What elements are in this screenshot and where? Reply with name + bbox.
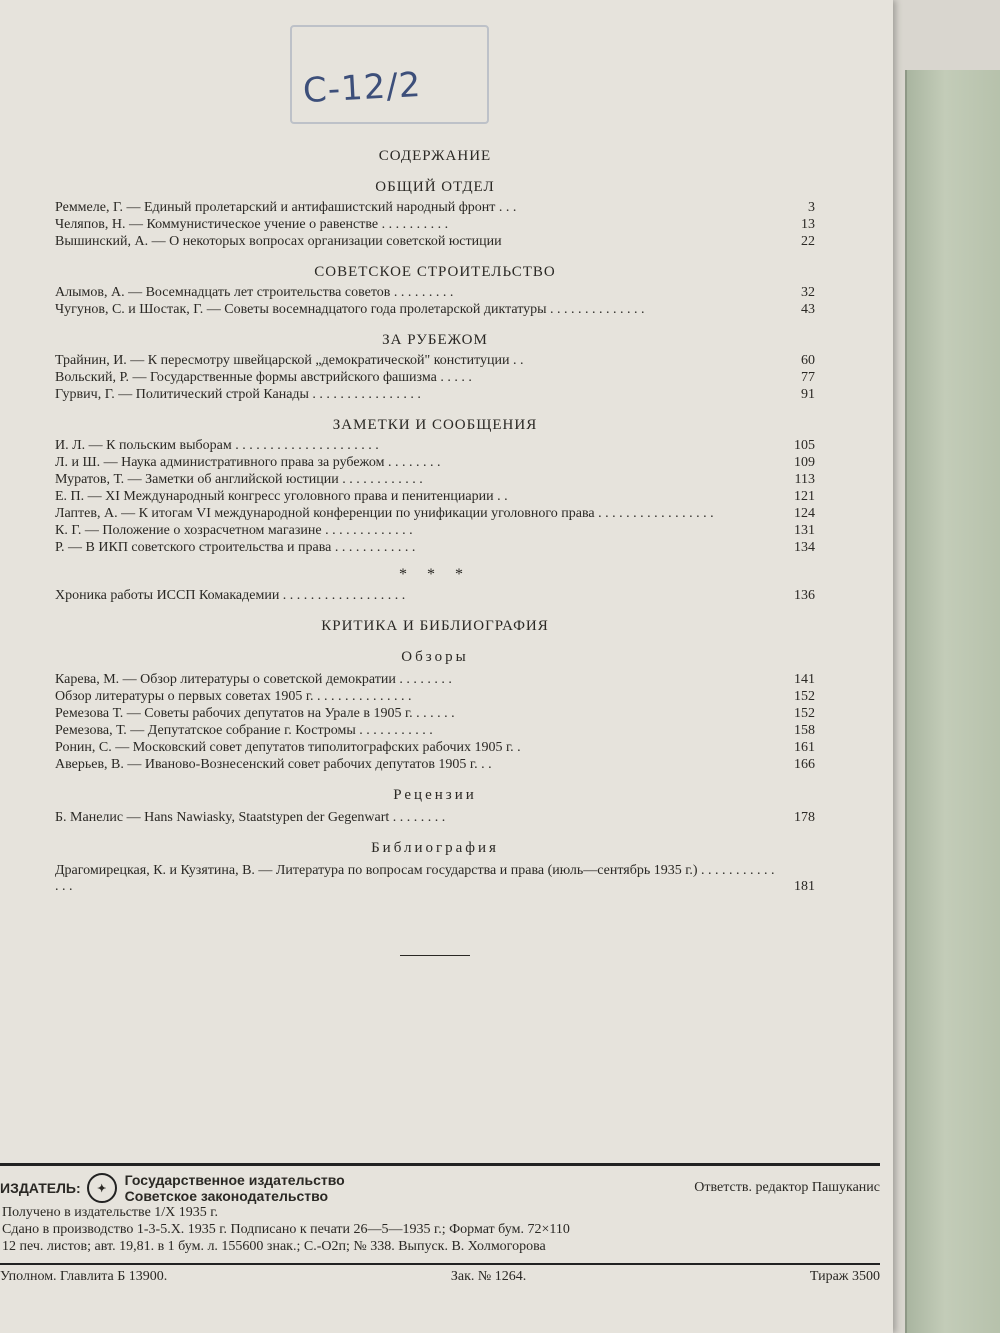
entry-text: Р. — В ИКП советского строительства и права . . . . . . . . . . . . [55, 540, 416, 555]
toc-entry [55, 523, 815, 539]
toc-entry [55, 200, 815, 216]
glavlit-number: Уполном. Главлита Б 13900. [0, 1269, 168, 1284]
entry-page: 91 [801, 387, 815, 402]
publisher [0, 1172, 345, 1204]
bibliography-list [55, 863, 815, 895]
section-separator-stars: * * * [399, 566, 471, 583]
subsection-reviews-title: Обзоры [401, 649, 469, 665]
entry-page: 124 [794, 506, 815, 521]
toc-entry [55, 302, 815, 318]
entry-text: Алымов, А. — Восемнадцать лет строительства советов . . . . . . . . . [55, 285, 454, 300]
toc-entry [55, 387, 815, 403]
publisher-logo-icon: ✦ [87, 1173, 117, 1203]
entry-text: Лаптев, А. — К итогам VI международной конференции по унификации уголовного права . . . . . . . . . . . . . . . . . [55, 506, 714, 521]
publisher-name-1: Государственное издательство [124, 1172, 345, 1188]
toc-entry [55, 706, 815, 722]
entry-text: Гурвич, Г. — Политический строй Канады . . . . . . . . . . . . . . . . [55, 387, 421, 402]
entry-page: 161 [794, 740, 815, 755]
editor: Ответств. редактор Пашуканис [694, 1180, 880, 1195]
entry-text: Л. и Ш. — Наука административного права за рубежом . . . . . . . . [55, 455, 441, 470]
imprint-line-2: Сдано в производство 1-3-5.X. 1935 г. Подписано к печати 26—5—1935 г.; Формат бум. 72×110 [2, 1222, 570, 1237]
reviews-list [55, 672, 815, 773]
entry-page: 77 [801, 370, 815, 385]
section-title: ЗА РУБЕЖОМ [382, 332, 488, 348]
toc-entry [55, 285, 815, 301]
entry-text: Реммеле, Г. — Единый пролетарский и антифашистский народный фронт . . . [55, 200, 517, 215]
entry-page: 113 [794, 472, 815, 487]
entry-page: 152 [794, 706, 815, 721]
toc-entry [55, 810, 815, 826]
toc-entry-chronicle [55, 588, 815, 604]
entry-page: 32 [801, 285, 815, 300]
toc-entry [55, 489, 815, 505]
entry-text: Аверьев, В. — Иваново-Вознесенский совет рабочих депутатов 1905 г. . . [55, 757, 492, 772]
imprint-line-3: 12 печ. листов; авт. 19,81. в 1 бум. л. 155600 знак.; С.-О2п; № 338. Выпуск. В. Холмогорова [2, 1239, 546, 1254]
subsection-bibliography-title: Библиография [371, 840, 499, 856]
entry-page: 109 [794, 455, 815, 470]
toc-entry [55, 455, 815, 471]
publisher-name-2: Советское законодательство [124, 1188, 329, 1204]
entry-text: Ремезова, Т. — Депутатское собрание г. Костромы . . . . . . . . . . . [55, 723, 433, 738]
entry-page: 43 [801, 302, 815, 317]
toc-entry [55, 723, 815, 739]
end-rule [400, 955, 470, 956]
entry-page: 152 [794, 689, 815, 704]
entry-text: Ронин, С. — Московский совет депутатов типолитографских рабочих 1905 г. . [55, 740, 521, 755]
toc-entry [55, 863, 815, 895]
section-title: ОБЩИЙ ОТДЕЛ [375, 179, 495, 195]
section-title: ЗАМЕТКИ И СООБЩЕНИЯ [332, 417, 538, 433]
section-title: СОВЕТСКОЕ СТРОИТЕЛЬСТВО [314, 264, 556, 280]
entry-page: 141 [794, 672, 815, 687]
toc-title: СОДЕРЖАНИЕ [378, 148, 492, 164]
entry-text: Хроника работы ИССП Комакадемии . . . . . . . . . . . . . . . . . . [55, 588, 406, 603]
entry-page: 136 [794, 588, 815, 603]
shelf-code: С-12/2 [302, 64, 423, 112]
entry-text: И. Л. — К польским выборам . . . . . . . . . . . . . . . . . . . . . [55, 438, 379, 453]
entry-page: 181 [794, 879, 815, 894]
entry-text: Е. П. — XI Международный конгресс уголовного права и пенитенциарии . . [55, 489, 508, 504]
toc-entry [55, 370, 815, 386]
entry-page: 13 [801, 217, 815, 232]
entry-text: Трайнин, И. — К пересмотру швейцарской „демократической" конституции . . [55, 353, 524, 368]
toc-entry [55, 540, 815, 556]
recensions-list [55, 810, 815, 826]
entry-page: 131 [794, 523, 815, 538]
toc-entry [55, 740, 815, 756]
subsection-recensions-title: Рецензии [393, 787, 477, 803]
entry-text: Ремезова Т. — Советы рабочих депутатов на Урале в 1905 г. . . . . . . [55, 706, 455, 721]
imprint-block [0, 1163, 880, 1285]
entry-text: Драгомирецкая, К. и Кузятина, В. — Литература по вопросам государства и права (июль—сентябрь 1935 г.) . . . . . . . . . . . . . . [55, 863, 775, 894]
toc-entry [55, 234, 815, 250]
order-number: Зак. № 1264. [450, 1269, 527, 1284]
toc-entry [55, 472, 815, 488]
imprint-line-1: Получено в издательстве 1/X 1935 г. [2, 1205, 218, 1220]
entry-text: Обзор литературы о первых советах 1905 г. . . . . . . . . . . . . . . [55, 689, 412, 704]
entry-text: Чугунов, С. и Шостак, Г. — Советы восемнадцатого года пролетарской диктатуры . . . . . . . . . . . . . . [55, 302, 645, 317]
entry-text: Б. Манелис — Hans Nawiasky, Staatstypen der Gegenwart . . . . . . . . [55, 810, 446, 825]
adjacent-cover [905, 70, 1000, 1333]
entry-page: 60 [801, 353, 815, 368]
entry-text: Вольский, Р. — Государственные формы австрийского фашизма . . . . . [55, 370, 472, 385]
toc-entry [55, 757, 815, 773]
entry-text: Карева, М. — Обзор литературы о советской демократии . . . . . . . . [55, 672, 452, 687]
table-of-contents [55, 140, 815, 956]
entry-page: 22 [801, 234, 815, 249]
entry-page: 134 [794, 540, 815, 555]
toc-entry [55, 672, 815, 688]
section-critique-title: КРИТИКА И БИБЛИОГРАФИЯ [321, 618, 549, 634]
toc-entry [55, 438, 815, 454]
toc-entry [55, 689, 815, 705]
entry-page: 158 [794, 723, 815, 738]
entry-text: Муратов, Т. — Заметки об английской юстиции . . . . . . . . . . . . [55, 472, 423, 487]
entry-page: 105 [794, 438, 815, 453]
entry-text: К. Г. — Положение о хозрасчетном магазине . . . . . . . . . . . . . [55, 523, 413, 538]
entry-text: Вышинский, А. — О некоторых вопросах организации советской юстиции [55, 234, 502, 249]
entry-page: 178 [794, 810, 815, 825]
toc-entry [55, 353, 815, 369]
toc-entry [55, 217, 815, 233]
toc-sections [55, 179, 815, 556]
publisher-label: ИЗДАТЕЛЬ: [0, 1180, 81, 1196]
toc-entry [55, 506, 815, 522]
print-run: Тираж 3500 [809, 1269, 880, 1284]
entry-text: Челяпов, Н. — Коммунистическое учение о равенстве . . . . . . . . . . [55, 217, 449, 232]
entry-page: 121 [794, 489, 815, 504]
entry-page: 166 [794, 757, 815, 772]
entry-page: 3 [808, 200, 815, 215]
